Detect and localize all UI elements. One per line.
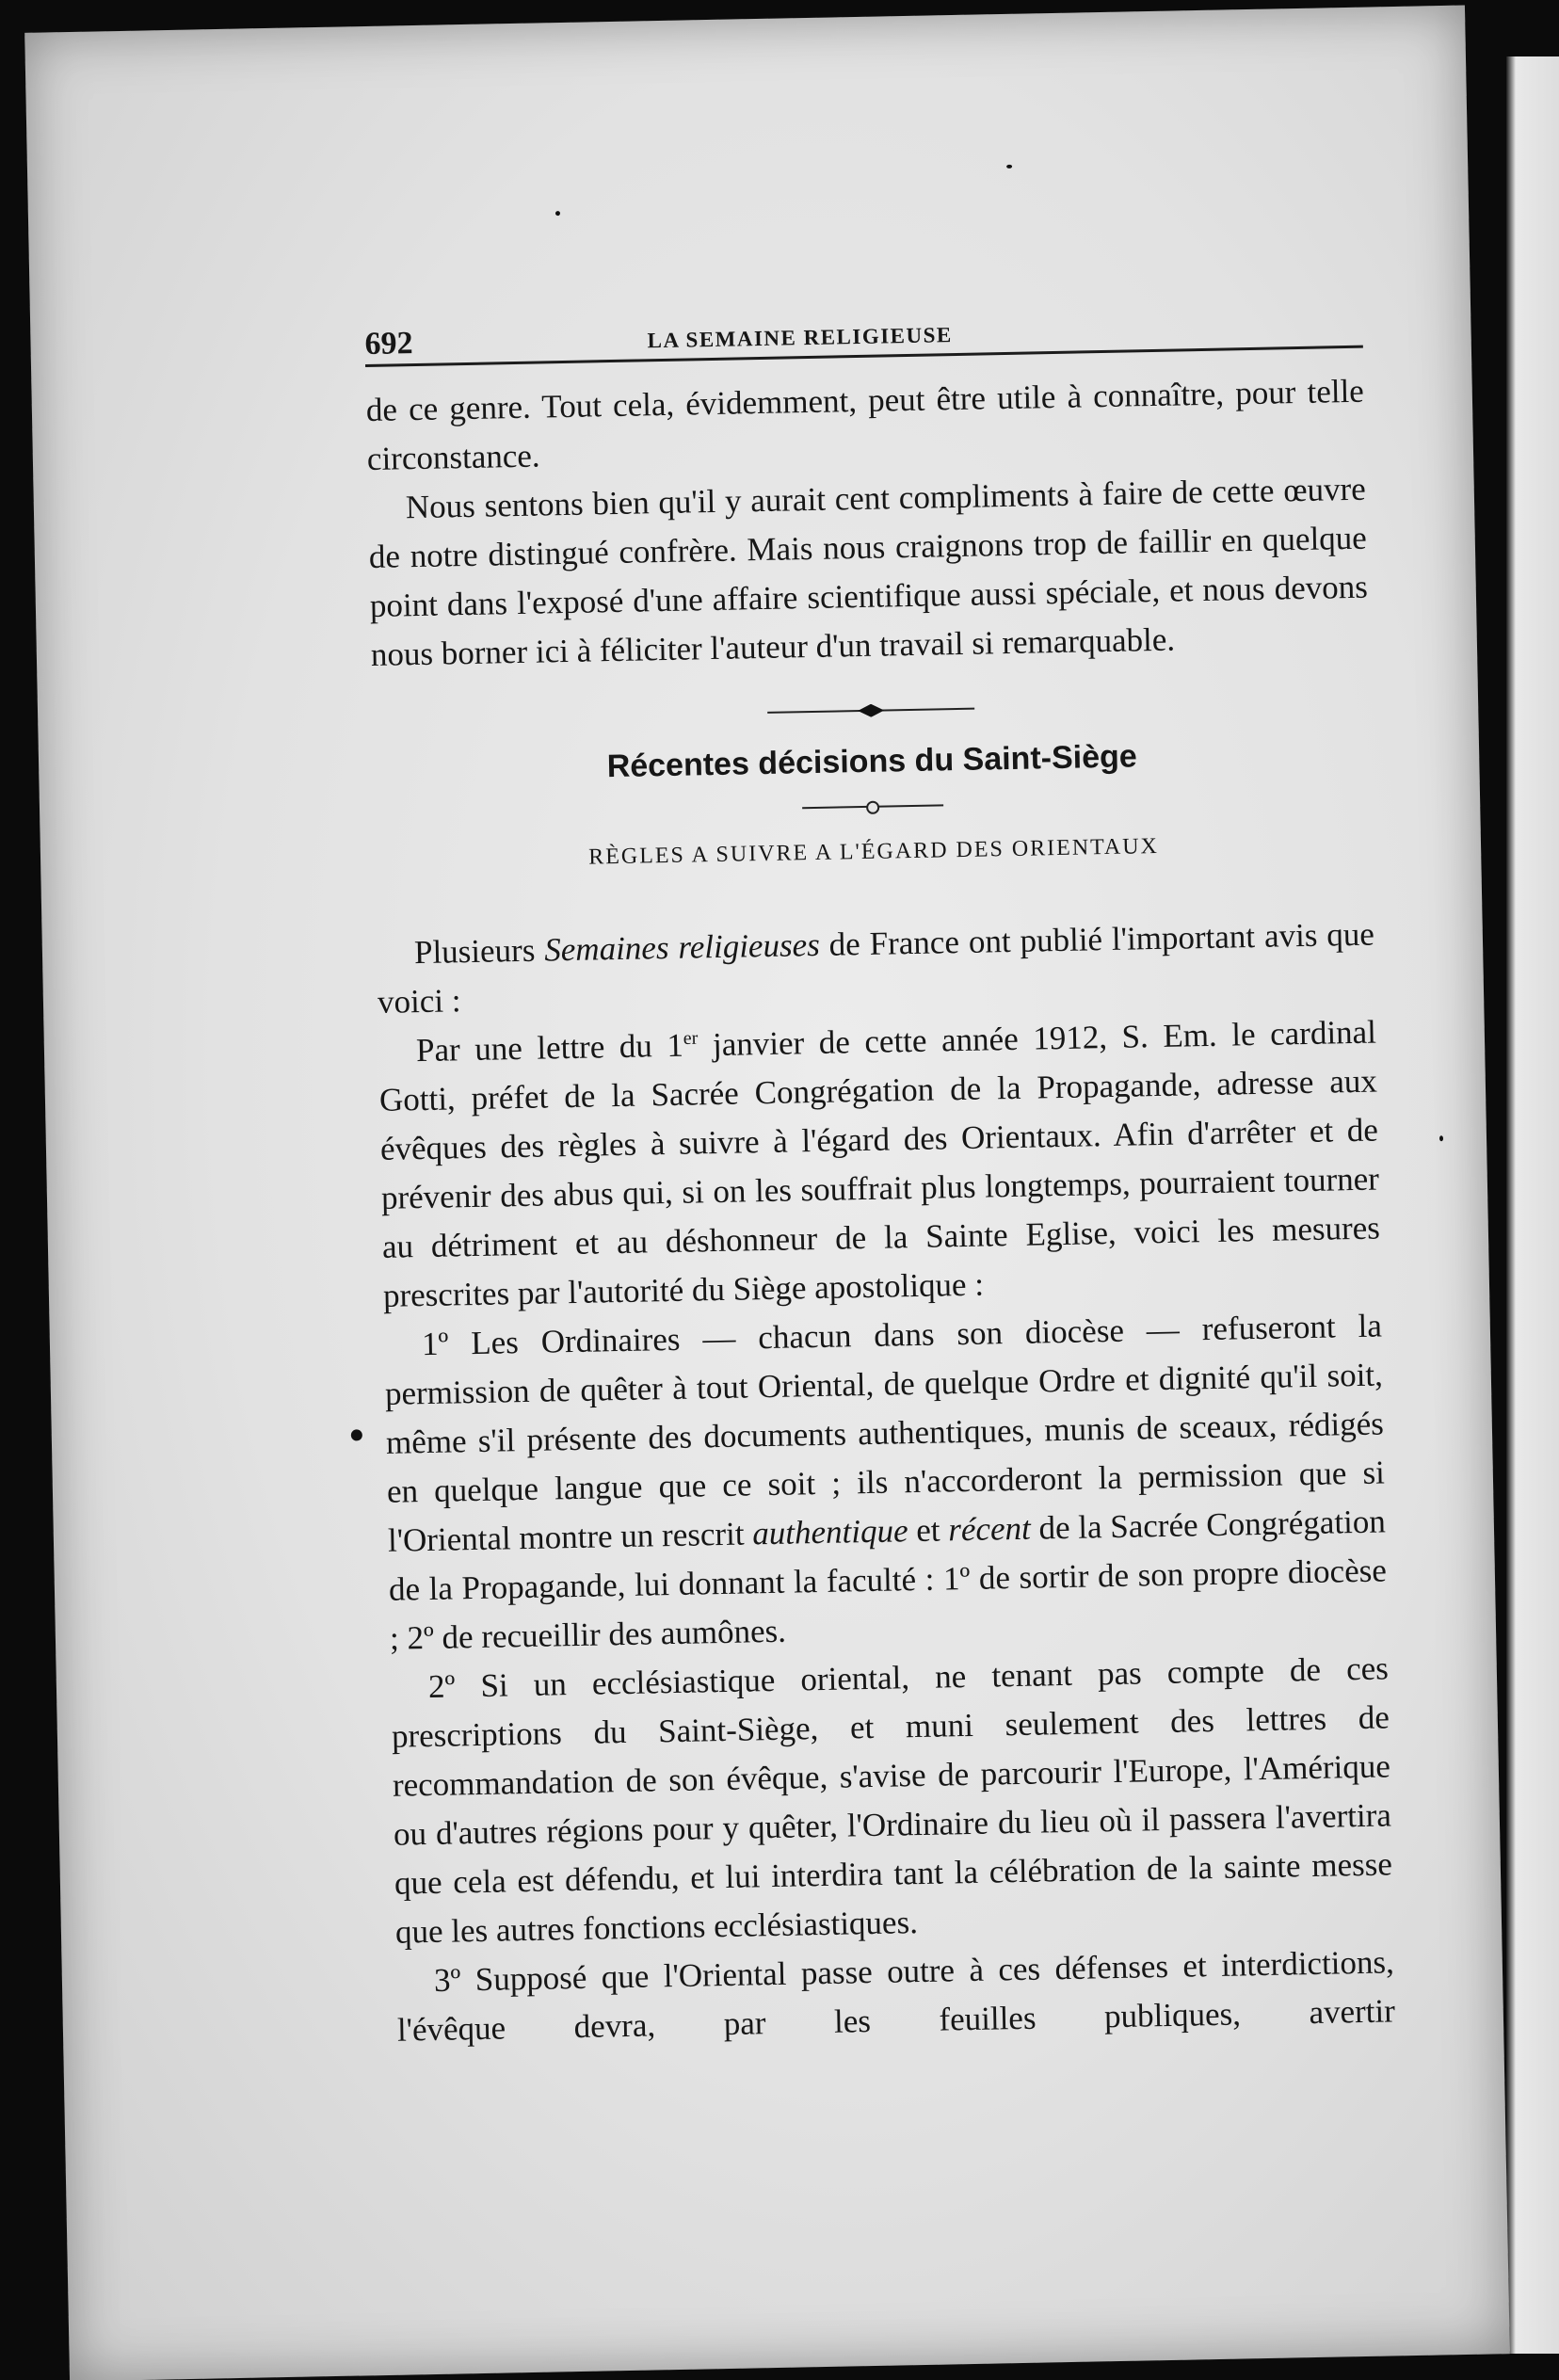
- text-run: 1º Les Ordinaires — chacun dans son diocèse — refuseront la permission de quêter à tout Oriental, de quelque Ordre et dignité qu'il soit, même s'il présente des documents authentiques, munis de sceaux, rédigés en quelque langue que ce soit ; ils n'accorderont la permission que si l'Oriental montre un rescrit: [384, 1307, 1386, 1559]
- dust-speck: [1006, 165, 1012, 169]
- circle-ornament-icon: [866, 801, 879, 814]
- paragraph: [378, 1008, 1382, 1321]
- superscript: er: [683, 1027, 699, 1050]
- italic-word: récent: [947, 1509, 1032, 1549]
- text-run: Par une lettre du 1: [415, 1026, 684, 1069]
- text-run: de France ont publié l'important avis que voici :: [377, 915, 1375, 1021]
- paragraph: Nous sentons bien qu'il y aurait cent compliments à faire de cette œuvre de notre distingué confrère. Mais nous craignons trop de faillir en quelque point dans l'exposé d'une affaire scientifique aussi spéciale, et nous devons nous borner ici à féliciter l'auteur d'un travail si remarquable.: [368, 470, 1369, 673]
- text-block: [364, 304, 1395, 2055]
- page-number: 692: [364, 326, 413, 362]
- paragraph: 3º Supposé que l'Oriental passe outre à ces défenses et interdictions, l'évêque devra, par les feuilles publiques, avertir: [396, 1943, 1396, 2049]
- paragraph: de ce genre. Tout cela, évidemment, peut être utile à connaître, pour telle circonstance.: [365, 372, 1365, 478]
- section-title: Récentes décisions du Saint-Siège: [606, 738, 1138, 785]
- paragraph: [384, 1301, 1389, 1663]
- text-run: janvier de cette année 1912, S. Em. le cardinal Gotti, préfet de la Sacrée Congrégation de la Propagande, adresse aux évêques des règles à suivre à l'égard des Orientaux. Afin d'arrêter et de prévenir des abus qui, si on les souffrait plus longtemps, pourraient tourner au détriment et au déshonneur de la Sainte Eglise, voici les mesures prescrites par l'autorité du Siège apostolique :: [378, 1013, 1381, 1314]
- italic-word: authentique: [751, 1512, 908, 1552]
- dust-speck: [1439, 1135, 1443, 1141]
- paragraph: 2º Si un ecclésiastique oriental, ne tenant pas compte de ces prescriptions du Saint-Siège, et muni seulement des lettres de recommandation de son évêque, s'avise de parcourir l'Europe, l'Amérique ou d'autres régions pour y quêter, l'Ordinaire du lieu où il passera l'avertira que cela est défendu, et lui interdira tant la célébration de la sainte messe que les autres fonctions ecclésiastiques.: [391, 1649, 1393, 1951]
- small-divider: [802, 798, 943, 814]
- paragraph: [377, 910, 1376, 1027]
- ornamental-divider: [767, 702, 974, 719]
- running-title: LA SEMAINE RELIGIEUSE: [647, 323, 953, 353]
- dust-speck: [555, 211, 560, 216]
- adjacent-page-edge: [1506, 56, 1559, 2354]
- text-run: et: [908, 1511, 949, 1550]
- diamond-ornament-icon: [858, 704, 884, 718]
- text-run: Plusieurs: [413, 931, 545, 972]
- running-head: [364, 304, 1363, 367]
- scanned-page: [24, 6, 1510, 2380]
- subheading: RÈGLES A SUIVRE A L'ÉGARD DES ORIENTAUX: [587, 833, 1160, 870]
- italic-title: Semaines religieuses: [543, 925, 821, 969]
- dust-speck: [351, 1429, 362, 1440]
- text-run: de la Sacrée Congrégation de la Propagande, lui donnant la faculté : 1º de sortir de son propre diocèse ; 2º de recueillir des aumônes.: [388, 1503, 1388, 1657]
